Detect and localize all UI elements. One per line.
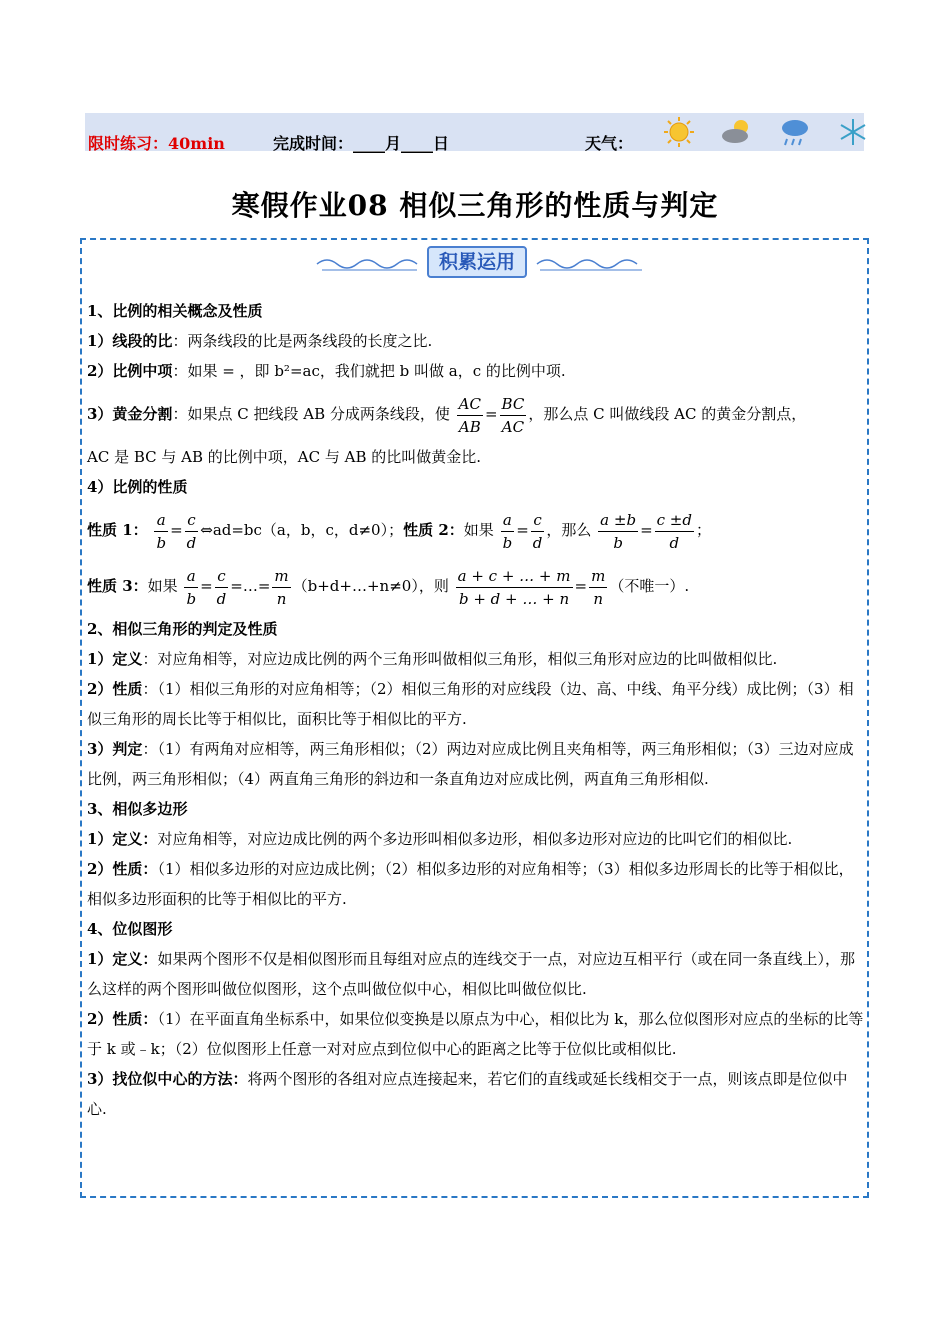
banner <box>312 246 652 280</box>
paragraph: 性质 3：如果 $\frac{a}{b}$ = $\frac{c}{d}$ =…= $\frac{m}{n}$ （b+d+…+n≠0），则 $\frac{a + c + \dots + m}{b + d + \dots + n}$ = $\frac{m}{n}$ （不唯一）. <box>87 566 690 608</box>
page-title: 寒假作业08 相似三角形的性质与判定 <box>231 189 719 222</box>
fraction: $\frac{c}{d}$ <box>216 566 227 608</box>
fraction: $\frac{a \pm b}{b}$ <box>600 510 637 552</box>
section-heading: 4、位似图形 <box>87 920 173 938</box>
section-heading: 1、比例的相关概念及性质 <box>87 302 263 320</box>
paragraph: 性质 1： $\frac{a}{b}$ = $\frac{c}{d}$ ⇔ad=bc（a，b，c，d≠0）；性质 2：如果 $\frac{a}{b}$ = $\frac{c}{d}$ ，那么 $\frac{a \pm b}{b}$ = $\frac{c \pm d}{d}$ ； <box>87 510 711 552</box>
fraction: $\frac{c}{d}$ <box>532 510 543 552</box>
section-heading: 3、相似多边形 <box>87 800 188 818</box>
fraction: $\frac{c}{d}$ <box>186 510 197 552</box>
paragraph: 1）定义：对应角相等，对应边成比例的两个多边形叫相似多边形，相似多边形对应边的比叫它们的相似比. <box>87 830 793 848</box>
paragraph: 2）性质：（1）相似多边形的对应边成比例；（2）相似多边形的对应角相等；（3）相似多边形周长的比等于相似比，相似多边形面积的比等于相似比的平方. <box>87 860 854 908</box>
fraction: $\frac{m}{n}$ <box>591 566 606 608</box>
paragraph: 3）判定：（1）有两角对应相等，两三角形相似；（2）两边对应成比例且夹角相等，两三角形相似；（3）三边对应成比例，两三角形相似；（4）两直角三角形的斜边和一条直角边对应成比例，两直角三角形相似. <box>87 740 854 788</box>
paragraph: 2）性质：（1）相似三角形的对应角相等；（2）相似三角形的对应线段（边、高、中线、角平分线）成比例；（3）相似三角形的周长比等于相似比，面积比等于相似比的平方. <box>87 680 854 728</box>
weather-label: 天气： <box>585 134 634 153</box>
banner-label: 积累运用 <box>427 246 527 278</box>
fraction: $\frac{a + c + \dots + m}{b + d + \dots + n}$ <box>457 566 571 608</box>
content <box>87 296 867 1124</box>
section-heading: 2、相似三角形的判定及性质 <box>87 620 278 638</box>
paragraph: 4）比例的性质 <box>87 478 188 496</box>
rain-icon <box>775 115 815 149</box>
header-bar <box>85 113 864 151</box>
paragraph: 1）定义：如果两个图形不仅是相似图形而且每组对应点的连线交于一点，对应边互相平行（或在同一条直线上），那么这样的两个图形叫做位似图形，这个点叫做位似中心，相似比叫做位似比. <box>87 950 855 998</box>
fraction: $\frac{c \pm d}{d}$ <box>656 510 692 552</box>
fraction: $\frac{a}{b}$ <box>186 566 197 608</box>
paragraph: 1）线段的比：两条线段的比是两条线段的长度之比. <box>87 332 433 350</box>
content-box <box>80 238 869 1198</box>
fraction: $\frac{m}{n}$ <box>274 566 289 608</box>
time-limit: 限时练习：40min <box>88 134 225 153</box>
paragraph: 2）性质：（1）在平面直角坐标系中，如果位似变换是以原点为中心，相似比为 k，那么位似图形对应点的坐标的比等于 k 或﹣k；（2）位似图形上任意一对对应点到位似中心的距离之比等于位似比或相似比. <box>87 1010 864 1058</box>
weather-icons <box>659 115 873 149</box>
completion-time: 完成时间：____月____日 <box>273 134 450 153</box>
cloudy-icon <box>717 115 757 149</box>
fraction: $\frac{AC}{AB}$ <box>458 394 481 436</box>
paragraph: 3）黄金分割：如果点 C 把线段 AB 分成两条线段，使 $\frac{AC}{AB}$ = $\frac{BC}{AC}$ ，那么点 C 叫做线段 AC 的黄金分割点， <box>87 394 807 436</box>
fraction: $\frac{BC}{AC}$ <box>501 394 525 436</box>
fraction: $\frac{a}{b}$ <box>502 510 513 552</box>
fraction: $\frac{a}{b}$ <box>156 510 167 552</box>
paragraph: 1）定义：对应角相等，对应边成比例的两个三角形叫做相似三角形，相似三角形对应边的比叫做相似比. <box>87 650 778 668</box>
sun-icon <box>659 115 699 149</box>
snow-icon <box>833 115 873 149</box>
paragraph: 3）找位似中心的方法：将两个图形的各组对应点连接起来，若它们的直线或延长线相交于一点，则该点即是位似中心. <box>87 1070 848 1118</box>
paragraph: AC 是 BC 与 AB 的比例中项，AC 与 AB 的比叫做黄金比. <box>87 448 482 466</box>
paragraph: 2）比例中项：如果 = ，即 b²=ac，我们就把 b 叫做 a，c 的比例中项. <box>87 362 566 380</box>
